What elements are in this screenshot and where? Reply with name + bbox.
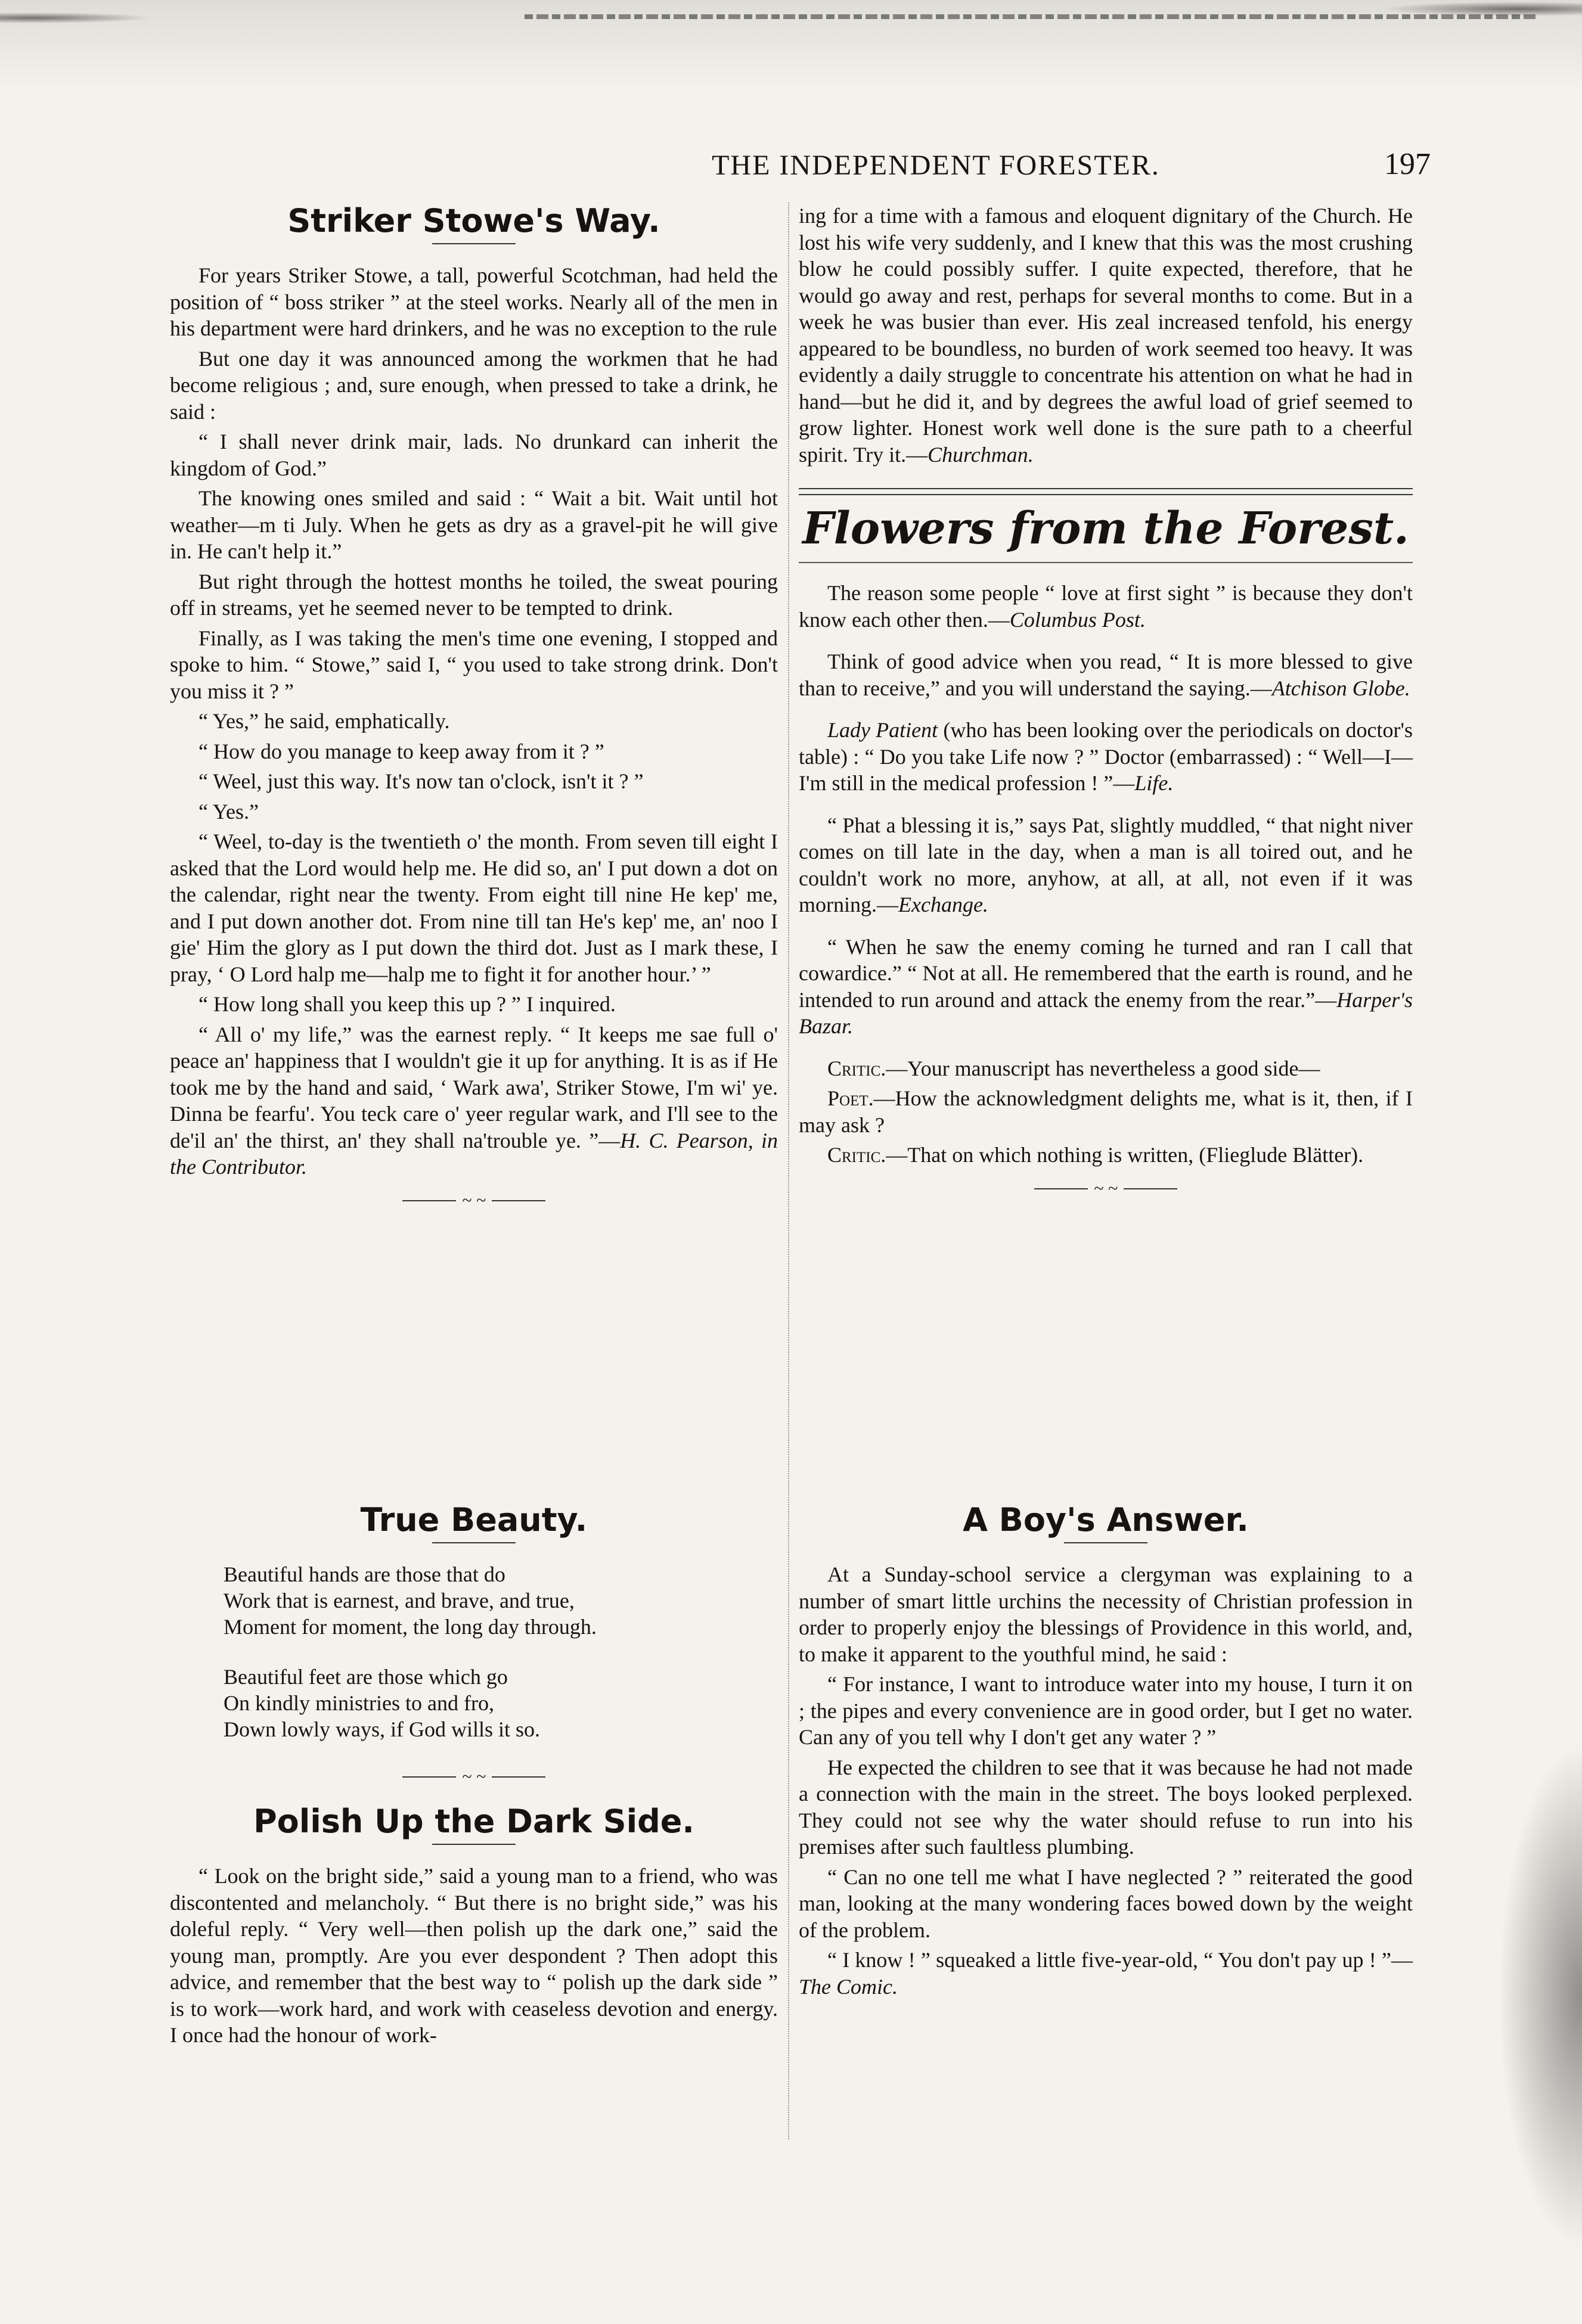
flower-item: The reason some people “ love at first sight ” is because they don't know each other then.—Columbus Post.: [799, 581, 1413, 632]
section-ornament: [799, 1178, 1413, 1198]
dialogue-line: Critic.—That on which nothing is written, (Flieglude Blätter).: [827, 1143, 1364, 1167]
right-column: [799, 203, 1413, 1215]
flower-credit: Atchison Globe.: [1271, 676, 1410, 700]
striker-credit: H. C. Pearson, in the Contributor.: [170, 1128, 778, 1179]
continuation-text: ing for a time with a famous and eloquent dignitary of the Church. He lost his wife very suddenly, and I knew that this was the most crushing blow he could possibly suffer. I quite expected, therefore, that he would go away and rest, perhaps for several months to come. But in a week he was busier than ever. His zeal increased tenfold, his energy appeared to be boundless, no burden of work seemed too heavy. It was evidently a daily struggle to concentrate his attention on what he had in hand—but he did it, and by degrees the awful load of grief seemed to grow lighter. Honest work well done is the sure path to a cheerful spirit. Try it.—: [799, 204, 1413, 467]
title-rule: [432, 1542, 516, 1543]
boy-paragraph: At a Sunday-school service a clergyman was explaining to a number of smart little urchins the necessity of Christian profession in order to properly enjoy the blessings of Providence in this world, and, to make it apparent to the youthful mind, he said :: [799, 1562, 1413, 1666]
section-ornament: [170, 1190, 778, 1210]
striker-paragraph: The knowing ones smiled and said : “ Wait a bit. Wait until hot weather—m ti July. When he gets as dry as a gravel-pit he will give in. He can't help it.”: [170, 486, 778, 563]
boy-credit: The Comic.: [799, 1974, 898, 1999]
continuation-credit: Churchman.: [928, 442, 1034, 467]
article-title-polish: Polish Up the Dark Side.: [253, 1803, 694, 1841]
boy-paragraph: “ For instance, I want to introduce water into my house, I turn it on ; the pipes and every convenience are in good order, but I get no water. Can any of you tell why I don't get any water ? ”: [799, 1672, 1413, 1749]
poem-line: On kindly ministries to and fro,: [224, 1691, 494, 1715]
speaker: Poet.: [827, 1086, 874, 1110]
right-column-lower: [799, 1502, 1413, 2003]
flower-item: Lady Patient (who has been looking over the periodicals on doctor's table) : “ Do you take Life now ? ” Doctor (embarrassed) : “ Well—I—I'm still in the medical profession ! ”—Life.: [799, 718, 1413, 795]
striker-paragraph: “ Weel, to-day is the twentieth o' the month. From seven till eight I asked that the Lord would help me. He did so, an' I put down a dot on the calendar, right near the twenty. From eight till nine He kep' me, and I put down another dot. From nine till tan He's kep' me, an' noo I gie' Him the glory as I put down the third dot. Just as I mark these, I pray, ‘ O Lord halp me—halp me to fight it for another hour.’ ”: [170, 829, 778, 986]
boy-paragraph: “ Can no one tell me what I have neglected ? ” reiterated the good man, looking at the many wondering faces bowed down by the weight of the problem.: [799, 1865, 1413, 1942]
flower-credit: Life.: [1134, 771, 1174, 795]
speaker: Critic.: [827, 1056, 886, 1080]
poem-line: Beautiful feet are those which go: [224, 1665, 508, 1689]
scan-edge-rule: [525, 14, 1538, 19]
double-rule: [799, 488, 1413, 495]
striker-paragraph: “ How do you manage to keep away from it ? ”: [198, 739, 604, 763]
section-ornament: [170, 1766, 778, 1787]
poem-line: Work that is earnest, and brave, and true,: [224, 1589, 575, 1612]
flower-credit: Columbus Post.: [1009, 607, 1146, 632]
poem-stanza: [224, 1561, 778, 1640]
ornament-mark: ~ ~: [462, 1190, 486, 1210]
left-column: [170, 203, 778, 1227]
poem-line: Beautiful hands are those that do: [224, 1562, 505, 1586]
running-title: THE INDEPENDENT FORESTER.: [712, 150, 1160, 181]
striker-paragraph: But right through the hottest months he toiled, the sweat pouring off in streams, yet he seemed never to be tempted to drink.: [170, 569, 778, 620]
striker-paragraph: “ Yes.”: [198, 799, 259, 824]
poem: [224, 1561, 778, 1742]
article-title-boy: A Boy's Answer.: [963, 1501, 1249, 1539]
continuation-paragraph: [799, 203, 1413, 468]
column-divider: [788, 203, 789, 2139]
flower-item: Think of good advice when you read, “ It is more blessed to give than to receive,” and you will understand the saying.—Atchison Globe.: [799, 650, 1413, 700]
striker-last-text: “ All o' my life,” was the earnest reply. “ It keeps me sae full o' peace an' happiness that I wouldn't gie it up for anything. It is as if He took me by the hand and said, ‘ Wark awa', Striker Stowe, I'm wi' ye. Dinna be fearfu'. You teck care o' yeer regular wark, and I'll see to the de'il an' the thirst, an' they shall na'trouble ye. ”—: [170, 1022, 778, 1152]
striker-paragraph: For years Striker Stowe, a tall, powerful Scotchman, had held the position of “ boss striker ” at the steel works. Nearly all of the men in his department were hard drinkers, and he was no exception to the rule: [170, 263, 778, 340]
poem-stanza: [224, 1664, 778, 1742]
title-rule: [1064, 1542, 1147, 1543]
dialogue-line: Poet.—How the acknowledgment delights me, what is it, then, if I may ask ?: [799, 1086, 1413, 1137]
poem-line: Down lowly ways, if God wills it so.: [224, 1717, 540, 1741]
ornament-mark: ~ ~: [462, 1767, 486, 1787]
article-title-striker: Striker Stowe's Way.: [287, 202, 660, 240]
page-number: 197: [1384, 147, 1431, 181]
section-rule: [799, 562, 1413, 563]
flower-item: “ When he saw the enemy coming he turned and ran I call that cowardice.” “ Not at all. He remembered that the earth is round, and he intended to run around and attack the enemy from the rear.”—Harper's Bazar.: [799, 934, 1413, 1038]
dialogue-line: Critic.—Your manuscript has nevertheless a good side—: [827, 1056, 1320, 1080]
speaker: Critic.: [827, 1143, 886, 1167]
striker-paragraph: Finally, as I was taking the men's time one evening, I stopped and spoke to him. “ Stowe,” said I, “ you used to take strong drink. Don't you miss it ? ”: [170, 626, 778, 703]
striker-paragraph: “ Yes,” he said, emphatically.: [198, 709, 450, 733]
striker-paragraph-last: [170, 1021, 778, 1180]
striker-paragraph: But one day it was announced among the workmen that he had become religious ; and, sure enough, when pressed to take a drink, he said :: [170, 346, 778, 424]
poem-line: Moment for moment, the long day through.: [224, 1615, 597, 1639]
scan-edge-right: [1493, 1728, 1582, 2264]
striker-paragraph: “ I shall never drink mair, lads. No drunkard can inherit the kingdom of God.”: [170, 430, 778, 480]
ornament-mark: ~ ~: [1094, 1178, 1118, 1198]
title-rule: [432, 1844, 516, 1845]
scan-edge-top: [0, 0, 1582, 89]
flower-credit: Harper's Bazar.: [799, 987, 1413, 1038]
flower-item: “ Phat a blessing it is,” says Pat, slightly muddled, “ that night niver comes on till late in the day, when a man is all toired out, and he couldn't work no more, anyhow, at all, at all, not even if it was morning.—Exchange.: [799, 813, 1413, 916]
polish-paragraph: “ Look on the bright side,” said a young man to a friend, who was discontented and melancholy. “ But there is no bright side,” was his doleful reply. “ Very well—then polish up the dark one,” said the young man, promptly. Are you ever despondent ? Then adopt this advice, and remember that the best way to “ polish up the dark side ” is to work—work hard, and work with ceaseless devotion and energy. I once had the honour of work-: [170, 1864, 778, 2048]
striker-paragraph: “ How long shall you keep this up ? ” I inquired.: [198, 992, 616, 1016]
title-rule: [432, 243, 516, 244]
striker-paragraph: “ Weel, just this way. It's now tan o'clock, isn't it ? ”: [198, 769, 644, 793]
boy-paragraph-last: “ I know ! ” squeaked a little five-year-old, “ You don't pay up ! ”—The Comic.: [799, 1948, 1413, 1999]
article-title-beauty: True Beauty.: [360, 1501, 588, 1539]
section-title-flowers: Flowers from the Forest.: [802, 503, 1409, 554]
left-column-lower: [170, 1502, 778, 2052]
flower-credit: Exchange.: [898, 893, 988, 916]
boy-paragraph: He expected the children to see that it was because he had not made a connection with the main in the street. The boys looked perplexed. They could not see why the water should refuse to run into his premises after such faultless plumbing.: [799, 1755, 1413, 1859]
